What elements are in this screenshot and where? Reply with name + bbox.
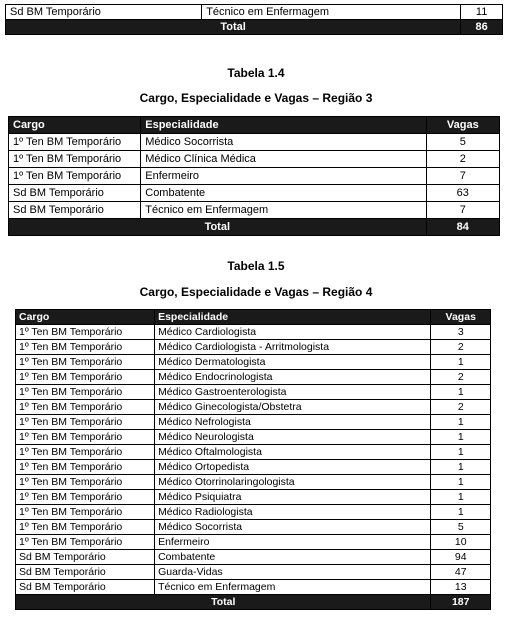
table-row — [16, 580, 491, 595]
total-row — [6, 20, 503, 35]
cell-cargo: 1º Ten BM Temporário — [16, 460, 155, 475]
table-header-row — [16, 310, 491, 325]
cell-vagas: 10 — [431, 535, 491, 550]
cell-especialidade: Médico Neurologista — [155, 430, 431, 445]
cell-cargo: 1º Ten BM Temporário — [16, 400, 155, 415]
cell-cargo: 1º Ten BM Temporário — [16, 535, 155, 550]
table-row — [16, 550, 491, 565]
previous-table-fragment — [5, 4, 503, 35]
cell-especialidade: Combatente — [155, 550, 431, 565]
cell-vagas: 2 — [426, 151, 499, 168]
cell-vagas: 1 — [431, 430, 491, 445]
table-row — [16, 475, 491, 490]
table-row — [16, 400, 491, 415]
table-row — [16, 355, 491, 370]
table-row — [16, 505, 491, 520]
table-row — [16, 430, 491, 445]
cell-vagas: 3 — [431, 325, 491, 340]
cell-especialidade: Enfermeiro — [155, 535, 431, 550]
cell-cargo: Sd BM Temporário — [16, 580, 155, 595]
column-header-vagas: Vagas — [431, 310, 491, 325]
table-header-row — [9, 117, 500, 134]
column-header-cargo: Cargo — [16, 310, 155, 325]
cell-cargo: 1º Ten BM Temporário — [9, 134, 141, 151]
cell-cargo: Sd BM Temporário — [9, 202, 141, 219]
cell-especialidade: Combatente — [141, 185, 426, 202]
cell-cargo: 1º Ten BM Temporário — [16, 430, 155, 445]
table-1-4-title: Tabela 1.4 — [227, 66, 285, 80]
cell-cargo: 1º Ten BM Temporário — [16, 505, 155, 520]
table-row — [6, 5, 503, 20]
cell-cargo: 1º Ten BM Temporário — [9, 168, 141, 185]
cell-vagas: 2 — [431, 400, 491, 415]
cell-cargo: 1º Ten BM Temporário — [16, 355, 155, 370]
cell-cargo: Sd BM Temporário — [16, 565, 155, 580]
cell-cargo: Sd BM Temporário — [9, 185, 141, 202]
cell-cargo: 1º Ten BM Temporário — [16, 370, 155, 385]
cell-cargo: 1º Ten BM Temporário — [16, 445, 155, 460]
table-row — [16, 490, 491, 505]
cell-especialidade: Médico Otorrinolaringologista — [155, 475, 431, 490]
table-row — [16, 415, 491, 430]
cell-vagas: 5 — [431, 520, 491, 535]
cell-vagas: 1 — [431, 475, 491, 490]
cell-especialidade: Médico Socorrista — [155, 520, 431, 535]
table-row — [9, 151, 500, 168]
table-row — [9, 168, 500, 185]
table-row — [16, 565, 491, 580]
cell-especialidade: Técnico em Enfermagem — [141, 202, 426, 219]
column-header-cargo: Cargo — [9, 117, 141, 134]
table-row — [16, 535, 491, 550]
cell-especialidade: Médico Radiologista — [155, 505, 431, 520]
cell-vagas: 2 — [431, 340, 491, 355]
cell-vagas: 1 — [431, 490, 491, 505]
cell-vagas: 1 — [431, 460, 491, 475]
cell-vagas: 7 — [426, 202, 499, 219]
total-row — [9, 219, 500, 236]
cell-especialidade: Médico Socorrista — [141, 134, 426, 151]
total-value: 86 — [461, 20, 503, 35]
total-label: Total — [6, 20, 461, 35]
cell-vagas: 5 — [426, 134, 499, 151]
cell-especialidade: Médico Endocrinologista — [155, 370, 431, 385]
cell-cargo: 1º Ten BM Temporário — [16, 385, 155, 400]
table-row — [16, 460, 491, 475]
cell-especialidade: Técnico em Enfermagem — [202, 5, 461, 20]
table-1-5-body — [16, 325, 491, 610]
cell-vagas: 1 — [431, 385, 491, 400]
cell-especialidade: Médico Nefrologista — [155, 415, 431, 430]
total-row — [16, 595, 491, 610]
table-1-4-subtitle: Cargo, Especialidade e Vagas – Região 3 — [139, 91, 373, 105]
table-1-4-body — [9, 134, 500, 236]
table-row — [16, 325, 491, 340]
total-label: Total — [9, 219, 427, 236]
cell-especialidade: Médico Psiquiatra — [155, 490, 431, 505]
total-value: 84 — [426, 219, 499, 236]
cell-vagas: 13 — [431, 580, 491, 595]
cell-especialidade: Médico Clínica Médica — [141, 151, 426, 168]
cell-vagas: 63 — [426, 185, 499, 202]
previous-table-body — [6, 5, 503, 35]
cell-especialidade: Enfermeiro — [141, 168, 426, 185]
table-1-5-title: Tabela 1.5 — [227, 259, 285, 273]
cell-vagas: 1 — [431, 505, 491, 520]
cell-cargo: 1º Ten BM Temporário — [16, 325, 155, 340]
table-row — [9, 185, 500, 202]
column-header-vagas: Vagas — [426, 117, 499, 134]
column-header-especialidade: Especialidade — [141, 117, 426, 134]
total-label: Total — [16, 595, 431, 610]
cell-especialidade: Médico Gastroenterologista — [155, 385, 431, 400]
cell-especialidade: Médico Ortopedista — [155, 460, 431, 475]
cell-especialidade: Médico Cardiologista — [155, 325, 431, 340]
table-1-4 — [8, 116, 500, 236]
table-1-5 — [15, 309, 491, 610]
table-row — [16, 340, 491, 355]
cell-especialidade: Médico Cardiologista - Arritmologista — [155, 340, 431, 355]
cell-vagas: 11 — [461, 5, 503, 20]
cell-cargo: 1º Ten BM Temporário — [16, 340, 155, 355]
cell-vagas: 47 — [431, 565, 491, 580]
table-row — [9, 202, 500, 219]
cell-cargo: 1º Ten BM Temporário — [9, 151, 141, 168]
table-row — [16, 520, 491, 535]
cell-vagas: 1 — [431, 415, 491, 430]
table-row — [16, 370, 491, 385]
cell-cargo: Sd BM Temporário — [6, 5, 202, 20]
cell-especialidade: Médico Oftalmologista — [155, 445, 431, 460]
cell-especialidade: Médico Dermatologista — [155, 355, 431, 370]
cell-vagas: 1 — [431, 355, 491, 370]
cell-cargo: Sd BM Temporário — [16, 550, 155, 565]
table-1-5-subtitle: Cargo, Especialidade e Vagas – Região 4 — [139, 285, 373, 299]
table-row — [16, 445, 491, 460]
cell-vagas: 1 — [431, 445, 491, 460]
cell-cargo: 1º Ten BM Temporário — [16, 490, 155, 505]
cell-especialidade: Médico Ginecologista/Obstetra — [155, 400, 431, 415]
total-value: 187 — [431, 595, 491, 610]
cell-cargo: 1º Ten BM Temporário — [16, 475, 155, 490]
cell-cargo: 1º Ten BM Temporário — [16, 520, 155, 535]
table-row — [9, 134, 500, 151]
cell-vagas: 94 — [431, 550, 491, 565]
table-row — [16, 385, 491, 400]
cell-vagas: 7 — [426, 168, 499, 185]
cell-especialidade: Técnico em Enfermagem — [155, 580, 431, 595]
cell-cargo: 1º Ten BM Temporário — [16, 415, 155, 430]
cell-vagas: 2 — [431, 370, 491, 385]
cell-especialidade: Guarda-Vidas — [155, 565, 431, 580]
column-header-especialidade: Especialidade — [155, 310, 431, 325]
